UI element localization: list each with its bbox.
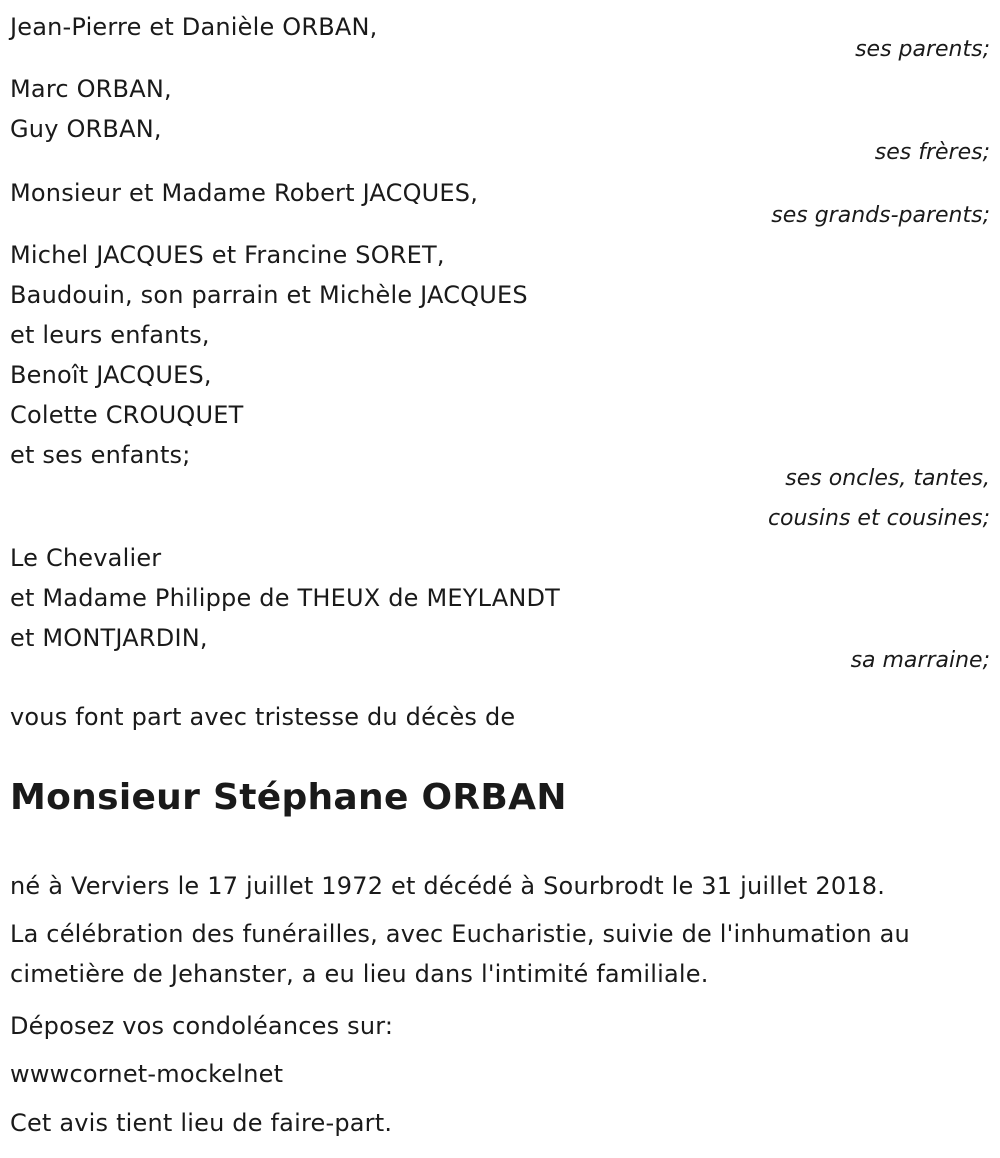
relation-label: ses parents;: [855, 37, 990, 62]
condolences-text: Déposez vos condoléances sur:: [10, 1012, 394, 1040]
website-text: wwwcornet-mockelnet: [10, 1060, 284, 1088]
family-line: Marc ORBAN,: [10, 75, 172, 103]
family-line: Colette CROUQUET: [10, 401, 244, 429]
relation-label: sa marraine;: [850, 648, 990, 673]
relation-label: cousins et cousines;: [767, 506, 990, 531]
ceremony-text: cimetière de Jehanster, a eu lieu dans l'intimité familiale.: [10, 960, 709, 988]
relation-label: ses frères;: [874, 140, 990, 165]
relation-label: ses grands-parents;: [771, 203, 990, 228]
family-line: Michel JACQUES et Francine SORET,: [10, 241, 445, 269]
family-line: et MONTJARDIN,: [10, 624, 208, 652]
announcement-text: vous font part avec tristesse du décès de: [10, 703, 516, 731]
relation-label: ses oncles, tantes,: [785, 466, 990, 491]
birth-death-text: né à Verviers le 17 juillet 1972 et décédé à Sourbrodt le 31 juillet 2018.: [10, 872, 886, 900]
closing-text: Cet avis tient lieu de faire-part.: [10, 1109, 393, 1137]
family-line: et leurs enfants,: [10, 321, 210, 349]
family-line: Benoît JACQUES,: [10, 361, 212, 389]
family-line: Le Chevalier: [10, 544, 162, 572]
deceased-name: Monsieur Stéphane ORBAN: [10, 777, 567, 818]
family-line: et ses enfants;: [10, 441, 191, 469]
family-line: Jean-Pierre et Danièle ORBAN,: [10, 13, 378, 41]
ceremony-text: La célébration des funérailles, avec Eucharistie, suivie de l'inhumation au: [10, 920, 910, 948]
family-line: Guy ORBAN,: [10, 115, 162, 143]
family-line: Baudouin, son parrain et Michèle JACQUES: [10, 281, 528, 309]
family-line: et Madame Philippe de THEUX de MEYLANDT: [10, 584, 561, 612]
family-line: Monsieur et Madame Robert JACQUES,: [10, 179, 479, 207]
